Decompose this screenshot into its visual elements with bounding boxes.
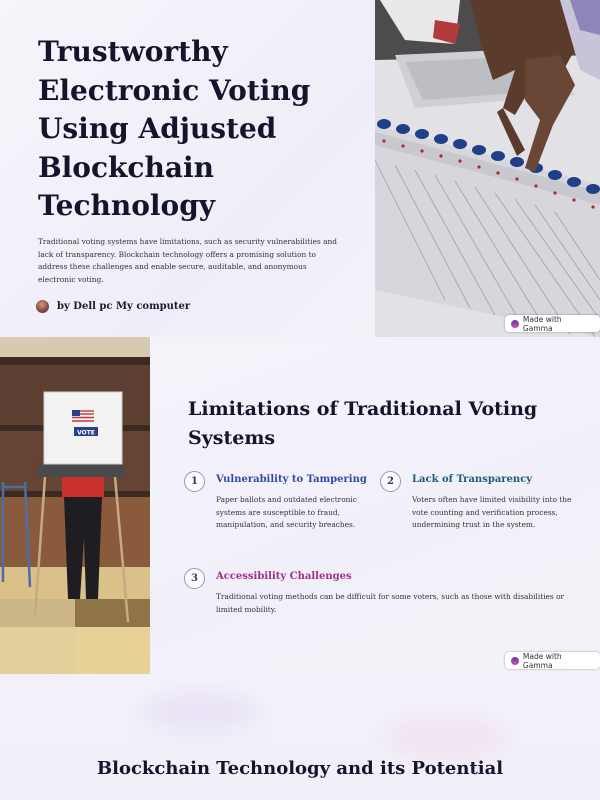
avatar <box>36 300 49 313</box>
item-body: Traditional voting methods can be difficult for some voters, such as those with disabilities or limited mobility. <box>216 592 565 614</box>
author-row <box>36 296 190 316</box>
title-description: Traditional voting systems have limitations, such as security vulnerabilities and lack of transparency. Blockchain technology offers a promising solution to address these challenges and enable secure, auditable, and anonymous electronic voting. <box>38 237 337 284</box>
limitations-heading: Limitations of Traditional Voting Systems <box>188 398 538 449</box>
presentation-title: Trustworthy Electronic Voting Using Adjusted Blockchain Technology <box>38 35 311 222</box>
background-blob <box>140 692 260 732</box>
blockchain-heading: Blockchain Technology and its Potential <box>96 758 504 779</box>
slide-limitations <box>0 337 600 682</box>
limitation-item-2 <box>380 471 575 561</box>
item-title: Vulnerability to Tampering <box>216 474 367 485</box>
item-number-badge: 2 <box>380 471 401 492</box>
item-body: Paper ballots and outdated electronic systems are susceptible to fraud, manipulation, and security breaches. <box>216 495 357 529</box>
item-body: Voters often have limited visibility into the vote counting and verification process, undermining trust in the system. <box>412 495 572 529</box>
voting-booth-photo <box>0 337 150 674</box>
voting-machine-photo <box>375 0 600 337</box>
gamma-logo-icon <box>511 320 519 328</box>
badge-label: Made with Gamma <box>522 651 562 670</box>
made-with-gamma-badge[interactable] <box>505 315 600 332</box>
slide-blockchain <box>0 682 600 800</box>
slide-title <box>0 0 600 337</box>
booth-vote-sign: VOTE <box>77 429 95 437</box>
limitation-item-1 <box>184 471 369 561</box>
background-blob <box>380 717 510 757</box>
author-name: by Dell pc My computer <box>57 300 191 312</box>
gamma-logo-icon <box>511 657 519 665</box>
item-number-badge: 1 <box>184 471 205 492</box>
badge-label: Made with Gamma <box>522 314 562 333</box>
item-title: Accessibility Challenges <box>216 571 352 582</box>
item-number-badge: 3 <box>184 568 205 589</box>
item-title: Lack of Transparency <box>412 474 533 485</box>
limitation-item-3 <box>184 568 584 628</box>
made-with-gamma-badge[interactable] <box>505 652 600 669</box>
